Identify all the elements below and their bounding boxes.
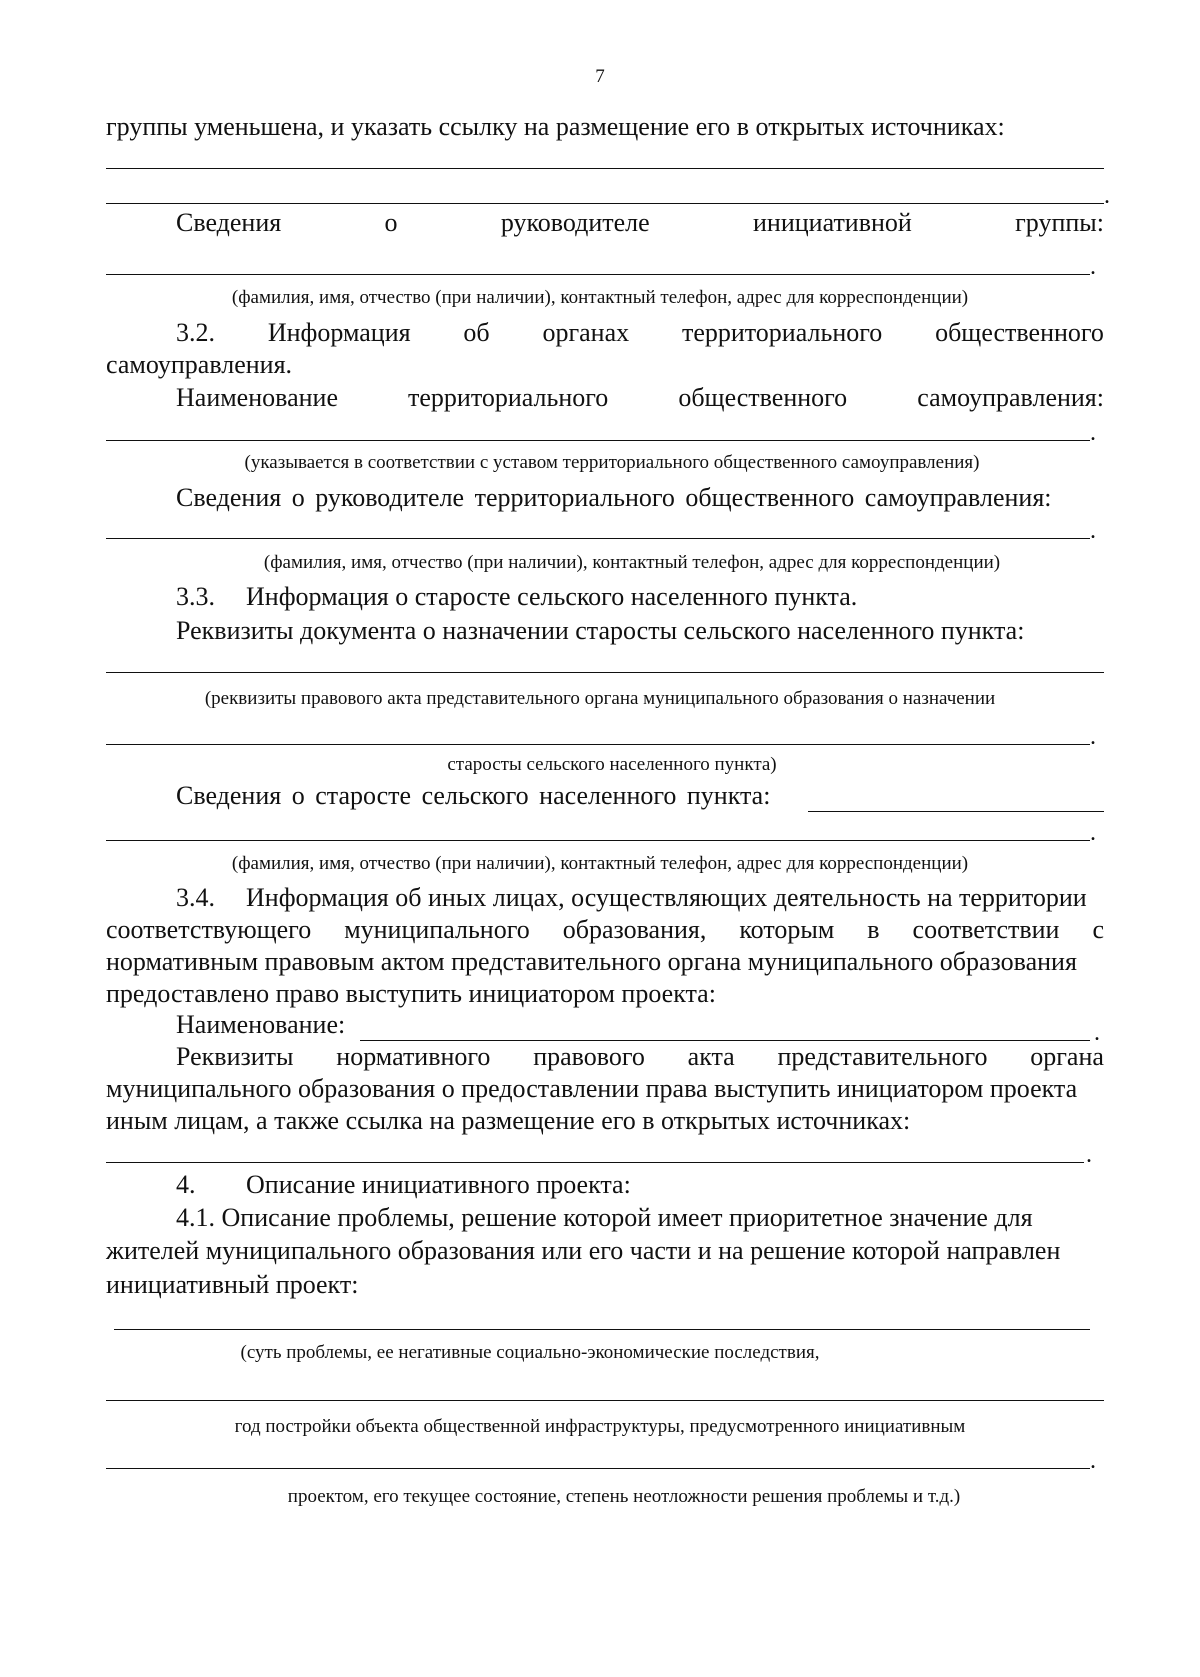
section-number: 3.2. — [176, 318, 215, 347]
text-line-20: жителей муниципального образования или его части и на решение которой направлен — [106, 1236, 1061, 1265]
word: соответствии — [912, 915, 1060, 944]
fill-in-line[interactable] — [808, 811, 1104, 812]
word: с — [1092, 915, 1104, 944]
fill-in-line[interactable] — [106, 744, 1090, 745]
line-period: . — [1090, 820, 1096, 846]
fill-in-line[interactable] — [114, 1329, 1090, 1330]
word: общественного — [935, 318, 1104, 347]
word: Сведения — [176, 208, 282, 237]
field-caption: (фамилия, имя, отчество (при наличии), контактный телефон, адрес для корреспонденции) — [231, 287, 969, 308]
section-number: 3.3. — [176, 582, 215, 611]
fill-in-line[interactable] — [360, 1040, 1090, 1041]
section-number: 4. — [176, 1170, 196, 1199]
fill-in-line[interactable] — [106, 1162, 1084, 1163]
field-caption: проектом, его текущее состояние, степень неотложности решения проблемы и т.д.) — [287, 1486, 961, 1507]
field-caption: (указывается в соответствии с уставом территориального общественного самоуправления) — [244, 452, 980, 473]
line-period: . — [1090, 518, 1096, 544]
word: муниципального — [344, 915, 530, 944]
word: акта — [687, 1042, 735, 1071]
word: образования, — [562, 915, 707, 944]
word: территориального — [408, 383, 609, 412]
word: которым — [739, 915, 835, 944]
line-period: . — [1086, 1142, 1092, 1168]
text-line-15 — [176, 1042, 1104, 1072]
field-caption: (реквизиты правового акта представительного органа муниципального образования о назначении — [204, 688, 996, 709]
word: нормативного — [336, 1042, 491, 1071]
text-line-7: Информация о старосте сельского населенного пункта. — [246, 582, 858, 611]
word: органа — [1030, 1042, 1104, 1071]
field-caption: (суть проблемы, ее негативные социально-экономические последствия, — [240, 1342, 820, 1363]
word: органах — [542, 318, 630, 347]
word: группы: — [1015, 208, 1104, 237]
text-line-10: Информация об иных лицах, осуществляющих деятельность на территории — [246, 883, 1087, 912]
field-caption: (фамилия, имя, отчество (при наличии), контактный телефон, адрес для корреспонденции) — [263, 552, 1001, 573]
text-line-17: иным лицам, а также ссылка на размещение его в открытых источниках: — [106, 1106, 911, 1135]
line-period: . — [1090, 724, 1096, 750]
text-line-8: Реквизиты документа о назначении старосты сельского населенного пункта: — [176, 616, 1025, 645]
line-period: . — [1094, 1020, 1100, 1046]
text-line-16: муниципального образования о предоставлении права выступить инициатором проекта — [106, 1074, 1078, 1103]
word: Наименование — [176, 383, 338, 412]
field-caption: старосты сельского населенного пункта) — [447, 754, 777, 775]
section-number: 3.4. — [176, 883, 215, 912]
word: представительного — [777, 1042, 988, 1071]
fill-in-line[interactable] — [106, 840, 1090, 841]
text-line-2 — [176, 208, 1104, 238]
text-line-1 — [106, 112, 1104, 142]
text-line-3 — [176, 318, 1104, 348]
line-period: . — [1090, 254, 1096, 280]
word: Информация — [267, 318, 411, 347]
word: руководителе — [500, 208, 650, 237]
line-period: . — [1090, 1448, 1096, 1474]
word: правового — [533, 1042, 645, 1071]
text-line-11 — [106, 915, 1104, 945]
word: инициативной — [753, 208, 912, 237]
fill-in-line[interactable] — [106, 538, 1090, 539]
text-line-6: Сведения о руководителе территориального общественного самоуправления: — [176, 483, 1052, 512]
text-line-21: инициативный проект: — [106, 1270, 359, 1299]
fill-in-line[interactable] — [106, 440, 1090, 441]
text-line-5 — [176, 383, 1104, 413]
field-caption: (фамилия, имя, отчество (при наличии), контактный телефон, адрес для корреспонденции) — [231, 853, 969, 874]
word: Реквизиты — [176, 1042, 294, 1071]
text-line-9: Сведения о старосте сельского населенного пункта: — [176, 781, 771, 810]
field-label-name: Наименование: — [176, 1010, 346, 1039]
text-line-13: предоставлено право выступить инициатором проекта: — [106, 979, 716, 1008]
word: территориального — [681, 318, 883, 347]
fill-in-line[interactable] — [106, 1468, 1090, 1469]
fill-in-line[interactable] — [106, 168, 1104, 169]
line-period: . — [1104, 183, 1110, 209]
text-line-12: нормативным правовым актом представительного органа муниципального образования — [106, 947, 1077, 976]
text-line-19: 4.1. Описание проблемы, решение которой имеет приоритетное значение для — [176, 1203, 1033, 1232]
fill-in-line[interactable] — [106, 274, 1090, 275]
text-line-4: самоуправления. — [106, 350, 293, 379]
fill-in-line[interactable] — [106, 672, 1104, 673]
word: о — [384, 208, 398, 237]
word: соответствующего — [106, 915, 312, 944]
line-period: . — [1090, 420, 1096, 446]
fill-in-line[interactable] — [106, 1400, 1104, 1401]
fill-in-line[interactable] — [106, 203, 1104, 204]
page-number: 7 — [595, 66, 605, 87]
text-line-18: Описание инициативного проекта: — [246, 1170, 631, 1199]
word: об — [463, 318, 490, 347]
word: общественного — [678, 383, 848, 412]
text-line-1-content: группы уменьшена, и указать ссылку на размещение его в открытых источниках: — [106, 112, 1005, 141]
word: самоуправления: — [917, 383, 1104, 412]
word: в — [867, 915, 880, 944]
field-caption: год постройки объекта общественной инфраструктуры, предусмотренного инициативным — [234, 1416, 966, 1437]
